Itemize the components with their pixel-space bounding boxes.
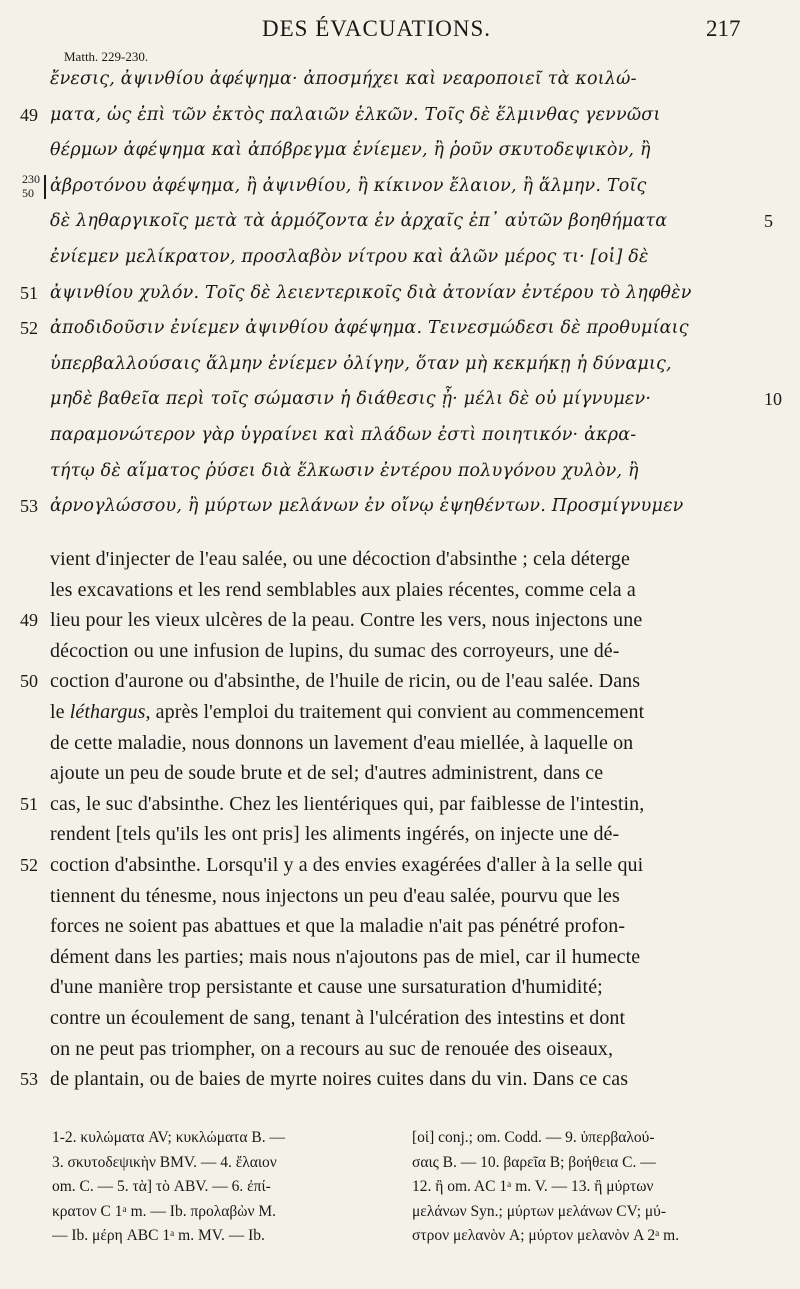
apparatus-line: 1-2. κυλώματα AV; κυκλώματα B. —	[52, 1129, 285, 1146]
margin-line-number: 49	[20, 610, 38, 631]
french-line: tiennent du ténesme, nous injectons un peu d'eau salée, pourvu que les	[50, 884, 620, 907]
french-line: on ne peut pas triompher, on a recours au suc de renouée des oiseaux,	[50, 1037, 614, 1060]
french-line: forces ne soient pas abattues et que la maladie n'ait pas pénétré profon-	[50, 915, 626, 938]
page-number: 217	[706, 16, 741, 41]
margin-bracket	[44, 175, 46, 199]
margin-line-number: 50	[20, 671, 38, 692]
greek-line: ἐνίεμεν μελίκρατον, προσλαβὸν νίτρου καὶ ἁλῶν μέρος τι· [οἱ] δὲ	[50, 247, 649, 267]
apparatus-line: σαις B. — 10. βαρεῖα B; βοήθεια C. —	[412, 1153, 656, 1171]
margin-line-number: 53	[20, 1069, 38, 1090]
french-line: dément dans les parties; mais nous n'ajoutons pas de miel, car il humecte	[50, 945, 641, 968]
apparatus-line: [οἱ] conj.; om. Codd. — 9. ὑπερβαλού-	[412, 1129, 655, 1146]
french-line: coction d'aurone ou d'absinthe, de l'huile de ricin, ou de l'eau salée. Dans	[50, 670, 641, 693]
greek-line: ἔνεσις, ἀψινθίου ἀφέψημα· ἀποσμήχει καὶ νεαροποιεῖ τὰ κοιλώ-	[50, 69, 637, 89]
apparatus-right-column	[412, 1126, 784, 1249]
french-line: rendent [tels qu'ils les ont pris] les aliments ingérés, on injecte une dé-	[50, 823, 620, 846]
greek-line: ἀψινθίου χυλόν. Τοῖς δὲ λειεντερικοῖς διὰ ἀτονίαν ἐντέρου τὸ ληφθὲν	[50, 282, 692, 303]
apparatus-line: κρατον C 1ᵃ m. — Ib. προλαβὼν M.	[52, 1202, 277, 1220]
greek-line: ἀρνογλώσσου, ἢ μύρτων μελάνων ἐν οἴνῳ ἑψηθέντων. Προσμίγνυμεν	[50, 496, 684, 517]
source-reference: Matth. 229-230.	[64, 49, 149, 64]
french-line: les excavations et les rend semblables aux plaies récentes, comme cela a	[50, 578, 636, 601]
apparatus-line: — Ib. μέρη ABC 1ᵃ m. MV. — Ib.	[52, 1227, 265, 1244]
french-line: vient d'injecter de l'eau salée, ou une décoction d'absinthe ; cela déterge	[50, 548, 630, 570]
margin-line-number: 50	[22, 185, 34, 200]
greek-line: ματα, ὡς ἐπὶ τῶν ἐκτὸς παλαιῶν ἑλκῶν. Τοῖς δὲ ἕλμινθας γεννῶσι	[50, 104, 661, 125]
margin-line-count: 10	[764, 389, 782, 410]
french-line: de cette maladie, nous donnons un lavement d'eau miellée, à laquelle on	[50, 731, 634, 754]
greek-line: ὑπερβαλλούσαις ἅλμην ἐνίεμεν ὀλίγην, ὅταν μὴ κεκμήκῃ ἡ δύναμις,	[50, 353, 672, 374]
french-line: lieu pour les vieux ulcères de la peau. Contre les vers, nous injectons une	[50, 609, 643, 632]
apparatus-line: om. C. — 5. τὰ] τὸ ABV. — 6. ἐπί-	[52, 1178, 271, 1195]
french-line: contre un écoulement de sang, tenant à l'ulcération des intestins et dont	[50, 1007, 626, 1029]
apparatus-left-column	[52, 1126, 392, 1249]
running-title: DES ÉVACUATIONS.	[262, 16, 491, 41]
apparatus-line: μελάνων Syn.; μύρτων μελάνων CV; μύ-	[412, 1202, 667, 1220]
greek-line: θέρμων ἀφέψημα καὶ ἀπόβρεγμα ἐνίεμεν, ἢ ῥοῦν σκυτοδεψικὸν, ἢ	[50, 140, 651, 161]
greek-line: ἀποδιδοῦσιν ἐνίεμεν ἀψινθίου ἀφέψημα. Τεινεσμώδεσι δὲ προθυμίαις	[50, 318, 689, 339]
french-line: ajoute un peu de soude brute et de sel; d'autres administrent, dans ce	[50, 762, 604, 785]
greek-line: παραμονώτερον γὰρ ὑγραίνει καὶ πλάδων ἐστὶ ποιητικόν· ἀκρα-	[50, 425, 637, 445]
french-line: d'une manière trop persistante et cause une sursaturation d'humidité;	[50, 976, 603, 999]
margin-line-number: 230	[22, 171, 40, 186]
margin-line-number: 53	[20, 496, 38, 517]
french-line: coction d'absinthe. Lorsqu'il y a des envies exagérées d'aller à la selle qui	[50, 854, 644, 876]
margin-line-number: 52	[20, 318, 38, 339]
margin-line-count: 5	[764, 211, 773, 232]
margin-line-number: 51	[20, 793, 38, 814]
critical-apparatus	[52, 1126, 772, 1276]
french-line: cas, le suc d'absinthe. Chez les lientériques qui, par faiblesse de l'intestin,	[50, 792, 645, 815]
margin-line-number: 51	[20, 282, 38, 303]
apparatus-line: 12. ἢ om. AC 1ᵃ m. V. — 13. ἢ μύρτων	[412, 1178, 654, 1195]
greek-line: ἀβροτόνου ἀφέψημα, ἢ ἀψινθίου, ἢ κίκινον ἔλαιον, ἢ ἅλμην. Τοῖς	[50, 175, 647, 196]
apparatus-line: 3. σκυτοδεψικὴν BMV. — 4. ἔλαιον	[52, 1153, 277, 1171]
french-line: le léthargus, après l'emploi du traitement qui convient au commencement	[50, 701, 645, 723]
greek-line: τήτῳ δὲ αἵματος ῥύσει διὰ ἕλκωσιν ἐντέρου πολυγόνου χυλὸν, ἢ	[50, 460, 639, 481]
greek-line: μηδὲ βαθεῖα περὶ τοῖς σώμασιν ἡ διάθεσις ᾖ· μέλι δὲ οὐ μίγνυμεν·	[50, 389, 652, 410]
margin-line-number: 52	[20, 855, 38, 875]
margin-line-number: 49	[20, 104, 38, 125]
french-line: décoction ou une infusion de lupins, du sumac des corroyeurs, une dé-	[50, 639, 620, 662]
apparatus-line: στρον μελανὸν A; μύρτον μελανὸν A 2ᵃ m.	[412, 1227, 680, 1244]
greek-line: δὲ ληθαργικοῖς μετὰ τὰ ἁρμόζοντα ἐν ἀρχαῖς ἐπ᾽ αὐτῶν βοηθήματα	[50, 211, 668, 232]
french-line: de plantain, ou de baies de myrte noires cuites dans du vin. Dans ce cas	[50, 1068, 629, 1091]
